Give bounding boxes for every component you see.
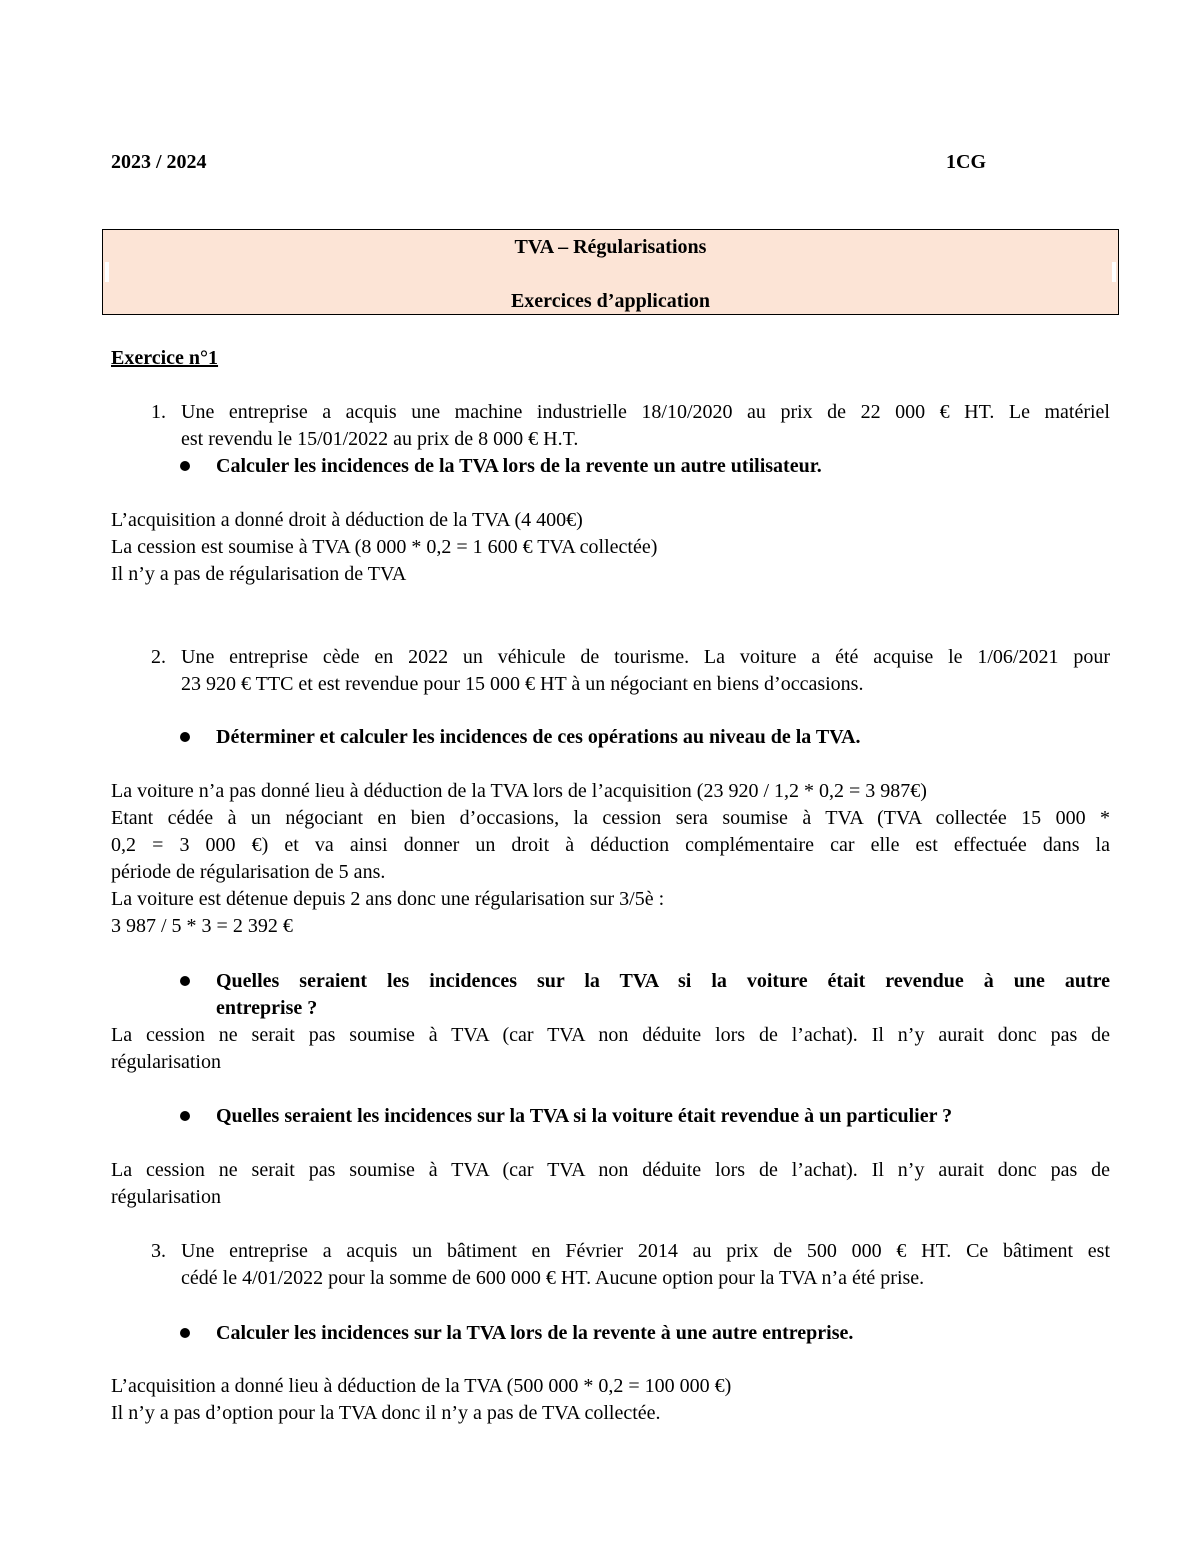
- bullet-icon: [180, 1111, 190, 1121]
- bullet-icon: [180, 976, 190, 986]
- school-year: 2023 / 2024: [111, 151, 207, 173]
- bullet-icon: [180, 1328, 190, 1338]
- exercise-heading: Exercice n°1: [111, 347, 219, 369]
- answer-line: régularisation: [111, 1051, 221, 1073]
- answer-line: La voiture n’a pas donné lieu à déduction de la TVA lors de l’acquisition (23 920 / 1,2 * 0,2 = 3 987€): [111, 780, 927, 802]
- task-text: Calculer les incidences sur la TVA lors de la revente à une autre entreprise.: [216, 1322, 854, 1344]
- question-text: Une entreprise cède en 2022 un véhicule de tourisme. La voiture a été acquise le 1/06/2021 pour: [181, 646, 1110, 668]
- title-main: TVA – Régularisations: [514, 236, 707, 258]
- question-number: 2.: [151, 646, 166, 668]
- answer-line: La voiture est détenue depuis 2 ans donc une régularisation sur 3/5è :: [111, 888, 665, 910]
- question-text: est revendu le 15/01/2022 au prix de 8 000 € H.T.: [181, 428, 579, 450]
- question-text: cédé le 4/01/2022 pour la somme de 600 000 € HT. Aucune option pour la TVA n’a été prise.: [181, 1267, 925, 1289]
- answer-line: L’acquisition a donné lieu à déduction de la TVA (500 000 * 0,2 = 100 000 €): [111, 1375, 732, 1397]
- box-marker-left: [105, 262, 109, 282]
- title-box: [102, 229, 1119, 315]
- question-number: 3.: [151, 1240, 166, 1262]
- task-text: Quelles seraient les incidences sur la TVA si la voiture était revendue à une autre: [216, 970, 1110, 992]
- box-marker-right: [1112, 262, 1116, 282]
- answer-line: La cession est soumise à TVA (8 000 * 0,2 = 1 600 € TVA collectée): [111, 536, 658, 558]
- task-text: entreprise ?: [216, 997, 318, 1019]
- question-number: 1.: [151, 401, 166, 423]
- answer-line: Il n’y a pas de régularisation de TVA: [111, 563, 407, 585]
- bullet-icon: [180, 732, 190, 742]
- answer-line: Etant cédée à un négociant en bien d’occasions, la cession sera soumise à TVA (TVA collectée 15 000 *: [111, 807, 1110, 829]
- question-text: Une entreprise a acquis un bâtiment en Février 2014 au prix de 500 000 € HT. Ce bâtiment est: [181, 1240, 1110, 1262]
- task-text: Calculer les incidences de la TVA lors de la revente un autre utilisateur.: [216, 455, 822, 477]
- question-text: 23 920 € TTC et est revendue pour 15 000 € HT à un négociant en biens d’occasions.: [181, 673, 864, 695]
- answer-line: 0,2 = 3 000 €) et va ainsi donner un droit à déduction complémentaire car elle est effectuée dans la: [111, 834, 1110, 856]
- answer-line: régularisation: [111, 1186, 221, 1208]
- answer-line: période de régularisation de 5 ans.: [111, 861, 386, 883]
- class-label: 1CG: [946, 151, 986, 173]
- task-text: Déterminer et calculer les incidences de ces opérations au niveau de la TVA.: [216, 726, 861, 748]
- title-sub: Exercices d’application: [510, 290, 711, 312]
- task-text: Quelles seraient les incidences sur la TVA si la voiture était revendue à un particulier ?: [216, 1105, 953, 1127]
- answer-line: Il n’y a pas d’option pour la TVA donc il n’y a pas de TVA collectée.: [111, 1402, 661, 1424]
- question-text: Une entreprise a acquis une machine industrielle 18/10/2020 au prix de 22 000 € HT. Le matériel: [181, 401, 1110, 423]
- answer-line: La cession ne serait pas soumise à TVA (car TVA non déduite lors de l’achat). Il n’y aurait donc pas de: [111, 1159, 1110, 1181]
- answer-line: 3 987 / 5 * 3 = 2 392 €: [111, 915, 293, 937]
- bullet-icon: [180, 461, 190, 471]
- answer-line: L’acquisition a donné droit à déduction de la TVA (4 400€): [111, 509, 583, 531]
- answer-line: La cession ne serait pas soumise à TVA (car TVA non déduite lors de l’achat). Il n’y aurait donc pas de: [111, 1024, 1110, 1046]
